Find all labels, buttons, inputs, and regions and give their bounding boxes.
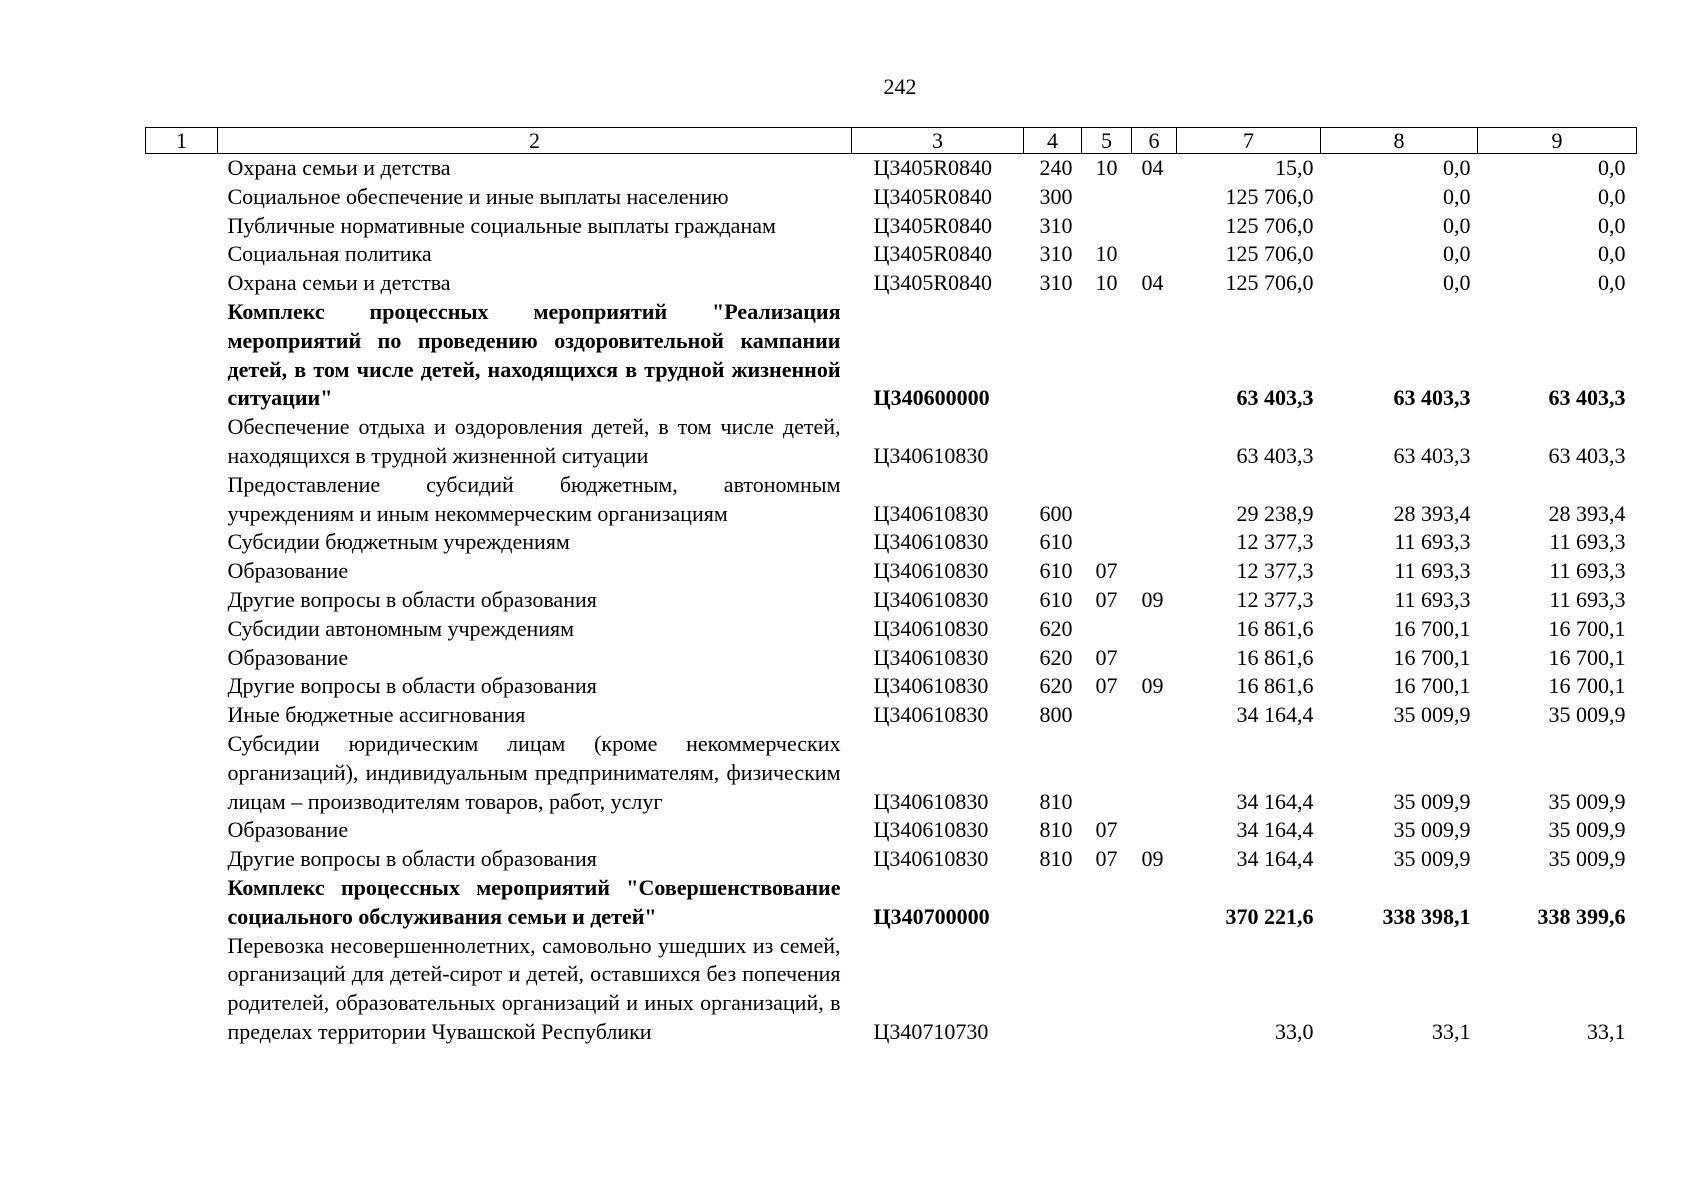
amount-col-9: 0,0 [1598, 183, 1626, 209]
table-row [146, 816, 1637, 845]
amount-col-8: 338 398,1 [1382, 903, 1471, 929]
item-name: Другие вопросы в области образования [227, 846, 597, 872]
amount-col-9: 63 403,3 [1548, 385, 1626, 411]
column-header: 1 [146, 128, 218, 154]
empty-cell [146, 154, 218, 183]
column-header: 8 [1321, 128, 1478, 154]
expense-type [1024, 298, 1082, 413]
empty-cell [146, 269, 218, 298]
amount-col-8: 35 009,9 [1393, 788, 1471, 814]
target-code: Ц340610830 [873, 644, 989, 670]
item-name: Субсидии бюджетным учреждениям [227, 529, 570, 555]
target-code: Ц3405R0840 [873, 155, 993, 180]
amount-col-9: 11 693,3 [1549, 586, 1626, 612]
expense-type: 310 [1039, 270, 1073, 296]
expense-type: 600 [1039, 500, 1073, 526]
amount-col-7: 15,0 [1275, 155, 1314, 180]
amount-col-7: 34 164,4 [1236, 846, 1314, 872]
target-code: Ц340610830 [873, 500, 989, 526]
empty-cell [146, 932, 218, 1047]
column-header: 4 [1024, 128, 1082, 154]
amount-col-7: 34 164,4 [1236, 788, 1314, 814]
subsection-code [1132, 615, 1177, 644]
table-row [146, 154, 1637, 183]
amount-col-7: 16 861,6 [1236, 644, 1314, 670]
subsection-code: 09 [1141, 673, 1164, 699]
amount-col-8: 16 700,1 [1393, 673, 1471, 699]
subsection-code: 04 [1141, 155, 1164, 180]
target-code: Ц340600000 [873, 385, 990, 411]
amount-col-8: 35 009,9 [1393, 702, 1471, 728]
item-name: Другие вопросы в области образования [227, 586, 597, 612]
table-row [146, 298, 1637, 413]
table-row [146, 212, 1637, 241]
empty-cell [146, 212, 218, 241]
amount-col-9: 0,0 [1598, 212, 1626, 238]
amount-col-9: 0,0 [1598, 241, 1626, 267]
table-row [146, 183, 1637, 212]
amount-col-8: 11 693,3 [1394, 586, 1471, 612]
amount-col-7: 63 403,3 [1236, 442, 1314, 468]
section-code: 07 [1095, 644, 1118, 670]
table-row [146, 269, 1637, 298]
amount-col-7: 12 377,3 [1236, 586, 1314, 612]
amount-col-8: 28 393,4 [1393, 500, 1471, 526]
subsection-code [1132, 212, 1177, 241]
empty-cell [146, 644, 218, 673]
section-code: 10 [1095, 155, 1118, 180]
empty-cell [146, 298, 218, 413]
item-name: Обеспечение отдыха и оздоровления детей, в том числе детей, находящихся в трудной жизненной ситуации [227, 414, 841, 468]
target-code: Ц3405R0840 [873, 241, 993, 267]
item-name: Субсидии юридическим лицам (кроме некоммерческих организаций), индивидуальным предпринимателям, физическим лицам – производителям товаров, работ, услуг [227, 730, 841, 814]
target-code: Ц340710730 [873, 1018, 989, 1044]
section-code: 07 [1095, 817, 1118, 843]
empty-cell [146, 845, 218, 874]
amount-col-9: 16 700,1 [1548, 644, 1626, 670]
section-code: 07 [1095, 673, 1118, 699]
amount-col-9: 35 009,9 [1548, 817, 1626, 843]
amount-col-9: 35 009,9 [1548, 702, 1626, 728]
column-header: 6 [1132, 128, 1177, 154]
amount-col-8: 0,0 [1443, 155, 1471, 180]
target-code: Ц340610830 [873, 846, 989, 872]
amount-col-9: 16 700,1 [1548, 673, 1626, 699]
budget-table [145, 127, 1637, 1047]
section-code [1082, 528, 1132, 557]
empty-cell [146, 615, 218, 644]
amount-col-8: 33,1 [1432, 1018, 1471, 1044]
amount-col-7: 33,0 [1275, 1018, 1314, 1044]
amount-col-9: 33,1 [1587, 1018, 1626, 1044]
table-row [146, 615, 1637, 644]
expense-type [1024, 413, 1082, 471]
amount-col-9: 11 693,3 [1549, 558, 1626, 584]
expense-type: 310 [1039, 241, 1073, 267]
subsection-code [1132, 701, 1177, 730]
expense-type: 300 [1039, 183, 1073, 209]
target-code: Ц340610830 [873, 442, 989, 468]
empty-cell [146, 874, 218, 932]
subsection-code [1132, 183, 1177, 212]
item-name: Перевозка несовершеннолетних, самовольно ушедших из семей, организаций для детей-сирот и детей, оставшихся без попечения родителей, образовательных организаций и иных организаций, в пределах территории Чувашской Республики [227, 932, 841, 1044]
amount-col-7: 12 377,3 [1236, 558, 1314, 584]
item-name: Охрана семьи и детства [227, 270, 451, 296]
amount-col-9: 0,0 [1598, 270, 1626, 296]
subsection-code: 09 [1141, 846, 1164, 872]
subsection-code: 09 [1141, 586, 1164, 612]
column-number-header-row [146, 128, 1637, 154]
amount-col-8: 11 693,3 [1394, 529, 1471, 555]
column-header: 2 [218, 128, 852, 154]
amount-col-8: 0,0 [1443, 270, 1471, 296]
section-code [1082, 298, 1132, 413]
table-row [146, 874, 1637, 932]
expense-type: 810 [1039, 846, 1073, 872]
section-code: 07 [1095, 586, 1118, 612]
amount-col-9: 35 009,9 [1548, 846, 1626, 872]
section-code [1082, 183, 1132, 212]
item-name: Иные бюджетные ассигнования [227, 702, 526, 728]
expense-type: 240 [1039, 155, 1073, 180]
table-row [146, 528, 1637, 557]
target-code: Ц3405R0840 [873, 270, 993, 296]
table-row [146, 413, 1637, 471]
target-code: Ц340610830 [873, 615, 989, 641]
item-name: Охрана семьи и детства [227, 155, 451, 180]
amount-col-9: 28 393,4 [1548, 500, 1626, 526]
subsection-code [1132, 471, 1177, 529]
expense-type: 310 [1039, 212, 1073, 238]
amount-col-8: 0,0 [1443, 212, 1471, 238]
empty-cell [146, 557, 218, 586]
amount-col-9: 16 700,1 [1548, 615, 1626, 641]
section-code [1082, 874, 1132, 932]
amount-col-9: 35 009,9 [1548, 788, 1626, 814]
item-name: Комплекс процессных мероприятий "Совершенствование социального обслуживания семьи и детей" [227, 874, 841, 929]
section-code [1082, 932, 1132, 1047]
empty-cell [146, 471, 218, 529]
amount-col-9: 338 399,6 [1537, 903, 1626, 929]
target-code: Ц340610830 [873, 702, 989, 728]
expense-type [1024, 874, 1082, 932]
amount-col-9: 11 693,3 [1549, 529, 1626, 555]
expense-type: 610 [1039, 586, 1073, 612]
target-code: Ц340610830 [873, 529, 989, 555]
amount-col-9: 63 403,3 [1548, 442, 1626, 468]
amount-col-8: 63 403,3 [1393, 442, 1471, 468]
expense-type: 800 [1039, 702, 1073, 728]
target-code: Ц340700000 [873, 903, 990, 929]
section-code [1082, 413, 1132, 471]
table-row [146, 557, 1637, 586]
amount-col-9: 0,0 [1598, 155, 1626, 180]
amount-col-7: 370 221,6 [1225, 903, 1314, 929]
table-row [146, 644, 1637, 673]
subsection-code [1132, 644, 1177, 673]
expense-type: 610 [1039, 529, 1073, 555]
table-row [146, 730, 1637, 816]
empty-cell [146, 816, 218, 845]
amount-col-7: 16 861,6 [1236, 673, 1314, 699]
item-name: Другие вопросы в области образования [227, 673, 597, 699]
amount-col-7: 29 238,9 [1236, 500, 1314, 526]
table-row [146, 471, 1637, 529]
amount-col-7: 125 706,0 [1225, 270, 1314, 296]
amount-col-8: 16 700,1 [1393, 644, 1471, 670]
subsection-code [1132, 413, 1177, 471]
section-code: 10 [1095, 270, 1118, 296]
empty-cell [146, 730, 218, 816]
empty-cell [146, 528, 218, 557]
table-row [146, 586, 1637, 615]
empty-cell [146, 672, 218, 701]
amount-col-8: 35 009,9 [1393, 817, 1471, 843]
expense-type: 610 [1039, 558, 1073, 584]
empty-cell [146, 413, 218, 471]
subsection-code [1132, 240, 1177, 269]
subsection-code [1132, 730, 1177, 816]
table-row [146, 845, 1637, 874]
subsection-code [1132, 557, 1177, 586]
column-header: 9 [1478, 128, 1637, 154]
expense-type [1024, 932, 1082, 1047]
target-code: Ц340610830 [873, 788, 989, 814]
section-code [1082, 471, 1132, 529]
item-name: Социальная политика [227, 241, 432, 267]
expense-type: 620 [1039, 615, 1073, 641]
item-name: Образование [227, 644, 349, 670]
table-row [146, 701, 1637, 730]
empty-cell [146, 183, 218, 212]
item-name: Социальное обеспечение и иные выплаты населению [227, 183, 729, 209]
target-code: Ц3405R0840 [873, 183, 993, 209]
target-code: Ц3405R0840 [873, 212, 993, 238]
table-row [146, 240, 1637, 269]
amount-col-7: 34 164,4 [1236, 702, 1314, 728]
item-name: Публичные нормативные социальные выплаты гражданам [227, 212, 776, 238]
column-header: 5 [1082, 128, 1132, 154]
section-code [1082, 701, 1132, 730]
section-code: 10 [1095, 241, 1118, 267]
expense-type: 620 [1039, 673, 1073, 699]
item-name: Образование [227, 558, 349, 584]
amount-col-8: 0,0 [1443, 183, 1471, 209]
section-code [1082, 212, 1132, 241]
amount-col-7: 125 706,0 [1225, 212, 1314, 238]
amount-col-7: 125 706,0 [1225, 241, 1314, 267]
section-code: 07 [1095, 558, 1118, 584]
amount-col-7: 125 706,0 [1225, 183, 1314, 209]
subsection-code [1132, 528, 1177, 557]
column-header: 7 [1177, 128, 1321, 154]
column-header: 3 [852, 128, 1024, 154]
amount-col-8: 11 693,3 [1394, 558, 1471, 584]
section-code: 07 [1095, 846, 1118, 872]
amount-col-8: 16 700,1 [1393, 615, 1471, 641]
empty-cell [146, 586, 218, 615]
empty-cell [146, 701, 218, 730]
section-code [1082, 730, 1132, 816]
subsection-code: 04 [1141, 270, 1164, 296]
amount-col-7: 34 164,4 [1236, 817, 1314, 843]
item-name: Предоставление субсидий бюджетным, автономным учреждениям и иным некоммерческим организациям [227, 471, 841, 526]
subsection-code [1132, 298, 1177, 413]
page-number: 242 [883, 74, 917, 99]
subsection-code [1132, 816, 1177, 845]
amount-col-7: 16 861,6 [1236, 615, 1314, 641]
table-row [146, 672, 1637, 701]
section-code [1082, 615, 1132, 644]
item-name: Комплекс процессных мероприятий "Реализация мероприятий по проведению оздоровительной кампании детей, в том числе детей, находящихся в трудной жизненной ситуации" [227, 298, 841, 411]
amount-col-8: 0,0 [1443, 241, 1471, 267]
target-code: Ц340610830 [873, 817, 989, 843]
subsection-code [1132, 932, 1177, 1047]
amount-col-7: 63 403,3 [1236, 385, 1314, 411]
item-name: Образование [227, 817, 349, 843]
amount-col-8: 35 009,9 [1393, 846, 1471, 872]
expense-type: 810 [1039, 788, 1073, 814]
expense-type: 810 [1039, 817, 1073, 843]
target-code: Ц340610830 [873, 586, 989, 612]
expense-type: 620 [1039, 644, 1073, 670]
table-row [146, 932, 1637, 1047]
empty-cell [146, 240, 218, 269]
table-body [146, 154, 1637, 1047]
amount-col-7: 12 377,3 [1236, 529, 1314, 555]
target-code: Ц340610830 [873, 673, 989, 699]
subsection-code [1132, 874, 1177, 932]
amount-col-8: 63 403,3 [1393, 385, 1471, 411]
target-code: Ц340610830 [873, 558, 989, 584]
item-name: Субсидии автономным учреждениям [227, 615, 575, 641]
